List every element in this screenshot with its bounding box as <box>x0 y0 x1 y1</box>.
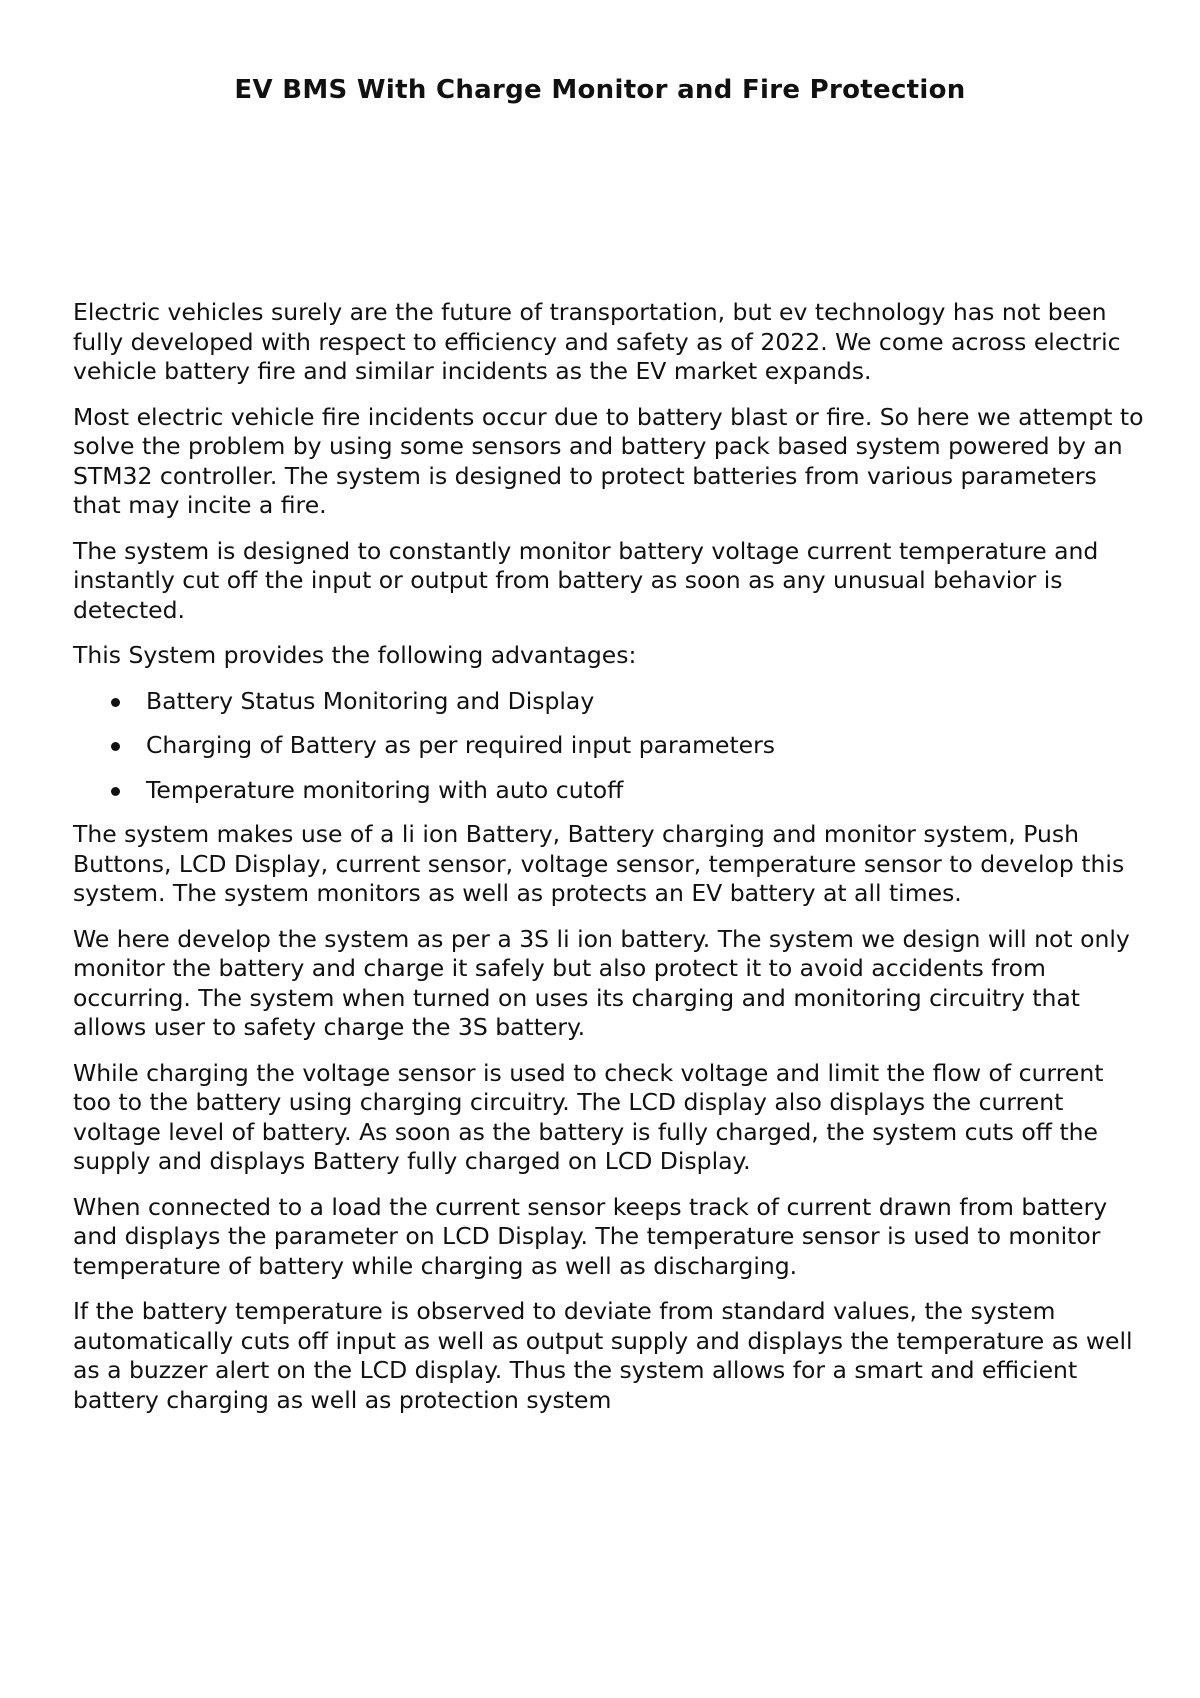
list-item-text: Temperature monitoring with auto cutoff <box>146 775 624 804</box>
list-item <box>73 776 1145 806</box>
paragraph-fire-incidents: Most electric vehicle fire incidents occur due to battery blast or fire. So here we attempt to solve the problem by using some sensors and battery pack based system powered by an STM32 controller. The system is designed to protect batteries from various parameters that may incite a fire. <box>73 402 1144 519</box>
document-title: EV BMS With Charge Monitor and Fire Protection <box>234 75 966 105</box>
paragraph-temperature-protection: If the battery temperature is observed to deviate from standard values, the system automatically cuts off input as well as output supply and displays the temperature as well as a buzzer alert on the LCD display. Thus the system allows for a smart and efficient battery charging as well as protection system <box>73 1297 1133 1414</box>
list-item <box>73 687 1145 717</box>
paragraph-intro: Electric vehicles surely are the future of transportation, but ev technology has not been fully developed with respect to efficiency and safety as of 2022. We come across electric vehicle battery fire and similar incidents as the EV market expands. <box>73 298 1121 385</box>
bullet-icon <box>111 787 120 796</box>
list-item-text: Charging of Battery as per required input parameters <box>146 731 776 759</box>
bullet-icon <box>111 742 120 751</box>
paragraph-components: The system makes use of a li ion Battery, Battery charging and monitor system, Push Buttons, LCD Display, current sensor, voltage sensor, temperature sensor to develop this system. The system monitors as well as protects an EV battery at all times. <box>73 820 1125 907</box>
list-item-text: Battery Status Monitoring and Display <box>146 686 595 715</box>
bullet-icon <box>111 698 120 707</box>
paragraph-monitoring: The system is designed to constantly monitor battery voltage current temperature and instantly cut off the input or output from battery as soon as any unusual behavior is detected. <box>73 536 1099 624</box>
list-item <box>73 731 1145 761</box>
paragraph-advantages-intro: This System provides the following advantages: <box>73 641 637 669</box>
paragraph-3s-battery: We here develop the system as per a 3S li ion battery. The system we design will not only monitor the battery and charge it safely but also protect it to avoid accidents from occurring. The system when turned on uses its charging and monitoring circuitry that allows user to safety charge the 3S battery. <box>73 924 1130 1041</box>
paragraph-load-monitoring: When connected to a load the current sensor keeps track of current drawn from battery and displays the parameter on LCD Display. The temperature sensor is used to monitor temperature of battery while charging as well as discharging. <box>73 1192 1108 1280</box>
document-body <box>73 298 1145 1431</box>
advantages-list <box>73 687 1145 806</box>
paragraph-charging: While charging the voltage sensor is used to check voltage and limit the flow of current too to the battery using charging circuitry. The LCD display also displays the current voltage level of battery. As soon as the battery is fully charged, the system cuts off the supply and displays Battery fully charged on LCD Display. <box>73 1058 1104 1175</box>
